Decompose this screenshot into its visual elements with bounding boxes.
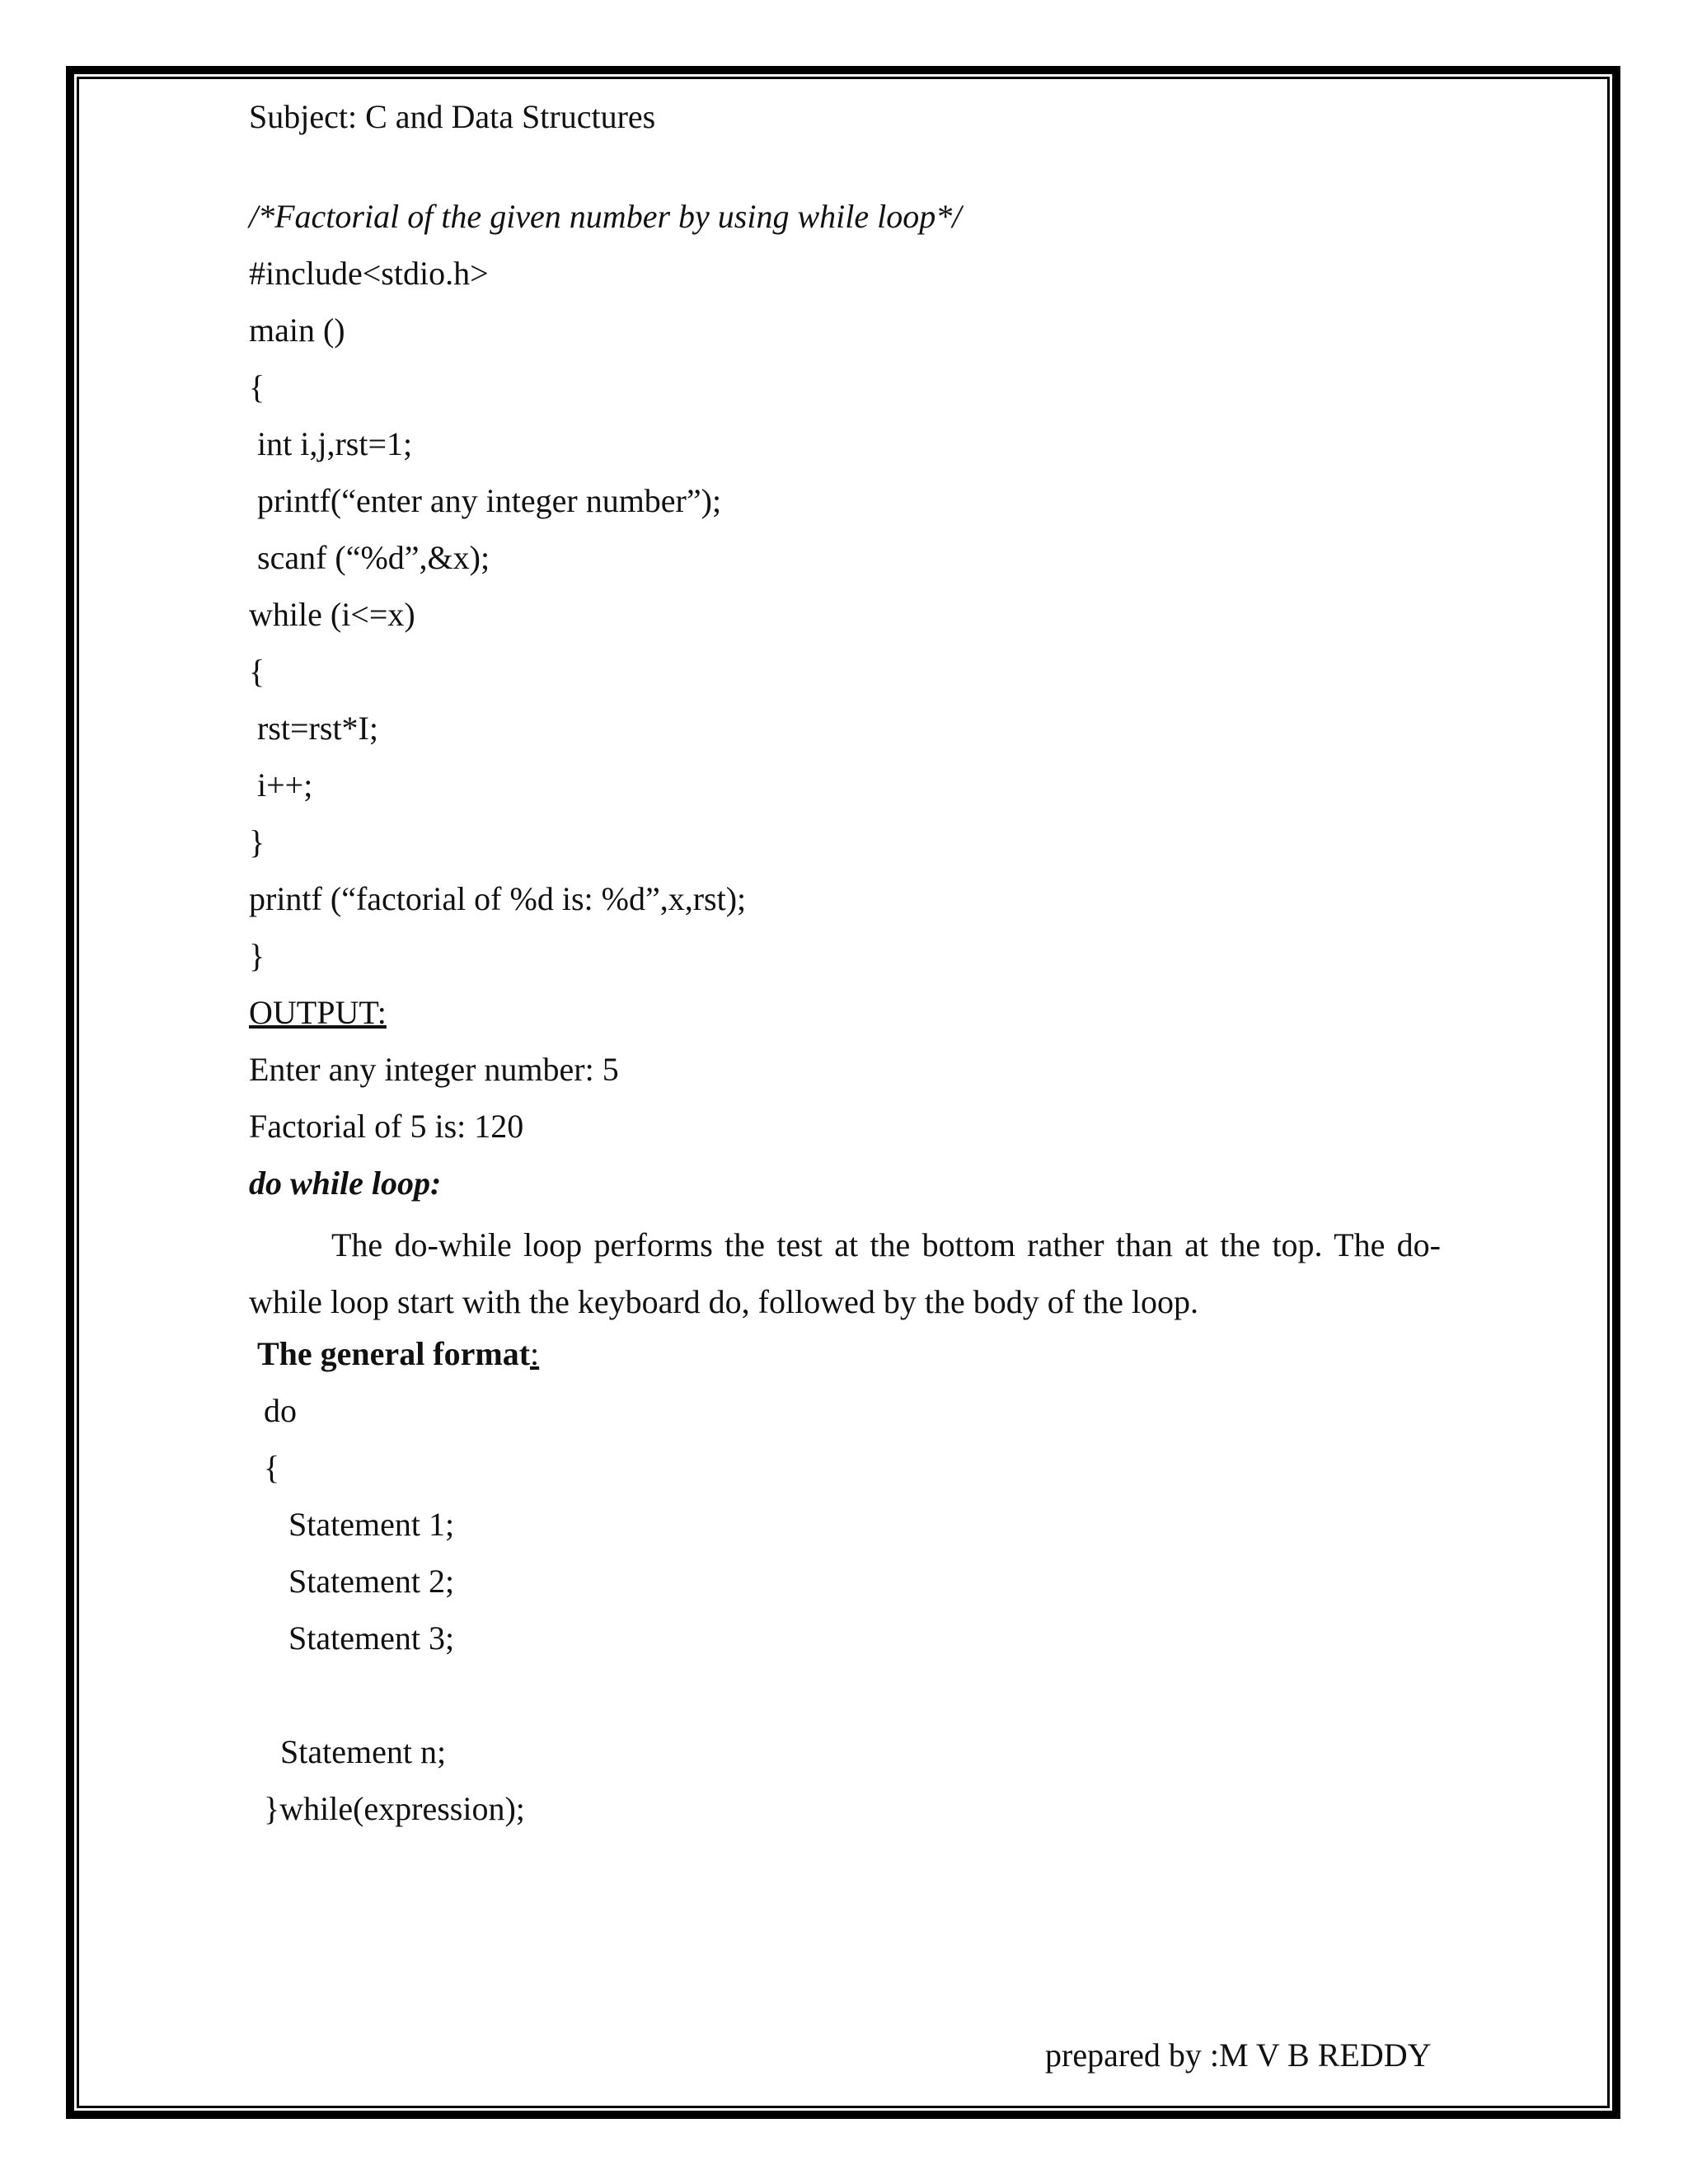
syntax-line: { — [264, 1449, 280, 1486]
code-line: } — [249, 823, 265, 860]
code-line: i++; — [249, 766, 313, 804]
general-format-heading — [257, 1334, 539, 1374]
code-comment: /*Factorial of the given number by using while loop*/ — [249, 198, 962, 235]
general-format-label: The general format — [257, 1335, 531, 1372]
code-line: #include<stdio.h> — [249, 255, 489, 292]
code-line: while (i<=x) — [249, 596, 415, 633]
section-heading: do while loop: — [249, 1165, 442, 1202]
code-line: rst=rst*I; — [249, 710, 378, 747]
syntax-line: }while(expression); — [264, 1790, 525, 1827]
paragraph-line: while loop start with the keyboard do, followed by the body of the loop. — [249, 1283, 1199, 1320]
code-line: int i,j,rst=1; — [249, 425, 413, 462]
prepared-by-footer: prepared by :M V B REDDY — [1045, 2036, 1432, 2074]
syntax-line: Statement 2; — [288, 1563, 455, 1600]
output-line: Factorial of 5 is: 120 — [249, 1108, 524, 1145]
code-line: main () — [249, 312, 345, 349]
general-format-colon: : — [530, 1335, 540, 1372]
subject-line: Subject: C and Data Structures — [249, 98, 656, 135]
code-line: { — [249, 653, 265, 690]
syntax-line: Statement n; — [280, 1733, 447, 1770]
code-line: printf(“enter any integer number”); — [249, 482, 722, 519]
syntax-line: Statement 3; — [288, 1619, 455, 1657]
paragraph-line: The do-while loop performs the test at the bottom rather than at the top. The do- — [331, 1226, 1441, 1263]
syntax-line: Statement 1; — [288, 1506, 455, 1543]
syntax-line: do — [264, 1392, 297, 1429]
output-heading: OUTPUT: — [249, 994, 387, 1031]
code-line: { — [249, 368, 265, 405]
code-line: printf (“factorial of %d is: %d”,x,rst); — [249, 880, 747, 917]
code-line: } — [249, 937, 265, 974]
description-paragraph — [249, 1216, 1441, 1330]
output-line: Enter any integer number: 5 — [249, 1051, 619, 1088]
code-line: scanf (“%d”,&x); — [249, 539, 490, 576]
